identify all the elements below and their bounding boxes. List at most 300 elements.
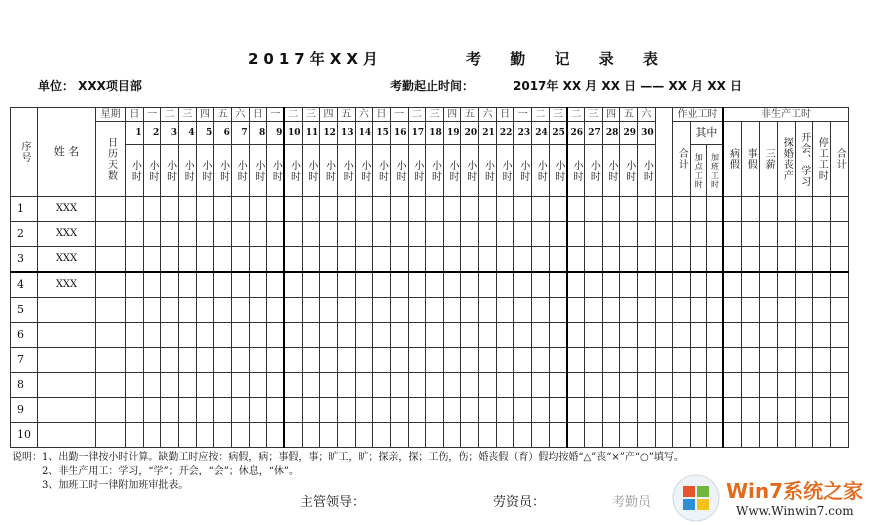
watermark-url: Www.Winwin7.com	[736, 504, 854, 518]
note-2: 2、非生产用工：学习，“学”；开会，“会”；休息，“休”。	[42, 466, 300, 477]
hour-entry-cell	[408, 323, 426, 348]
hour-entry-cell	[196, 247, 214, 273]
hour-entry-cell	[196, 373, 214, 398]
hour-entry-cell	[461, 373, 479, 398]
summary-cell	[795, 423, 812, 448]
hour-entry-cell	[178, 423, 196, 448]
hour-unit-cell	[514, 145, 532, 197]
hour-entry-cell	[337, 197, 355, 222]
hour-entry-cell	[161, 222, 179, 247]
hour-entry-cell	[426, 398, 444, 423]
hour-entry-cell	[143, 247, 161, 273]
hour-entry-cell	[549, 222, 567, 247]
hour-entry-cell	[355, 348, 373, 373]
hour-entry-cell	[514, 398, 532, 423]
hour-entry-cell	[426, 323, 444, 348]
day-number-cell: 3	[161, 122, 179, 145]
hour-unit-cell	[302, 145, 320, 197]
summary-cell	[672, 272, 690, 298]
hour-unit-cell-text: 小时	[606, 159, 618, 182]
day-number-cell: 15	[373, 122, 391, 145]
weekday-cell: 六	[479, 108, 497, 122]
hour-entry-cell	[214, 423, 232, 448]
hour-unit-cell-text: 小时	[482, 159, 494, 182]
hour-entry-cell	[443, 423, 461, 448]
summary-cell	[795, 247, 812, 273]
hour-entry-cell	[337, 323, 355, 348]
hour-entry-cell	[320, 222, 338, 247]
hour-entry-cell	[126, 272, 144, 298]
hour-entry-cell	[532, 423, 550, 448]
row-name	[38, 323, 96, 348]
hour-entry-cell	[567, 423, 585, 448]
summary-cell	[741, 323, 759, 348]
hour-entry-cell	[355, 298, 373, 323]
hour-entry-cell	[355, 323, 373, 348]
hour-entry-cell	[532, 197, 550, 222]
summary-cell	[655, 398, 672, 423]
hour-entry-cell	[620, 373, 638, 398]
hour-entry-cell	[567, 247, 585, 273]
hour-unit-cell-text: 小时	[500, 159, 512, 182]
hour-entry-cell	[284, 423, 302, 448]
table-row	[11, 247, 849, 273]
summary-cell	[812, 348, 830, 373]
hour-entry-cell	[267, 398, 285, 423]
hour-entry-cell	[267, 348, 285, 373]
hour-entry-cell	[532, 298, 550, 323]
hour-entry-cell	[214, 247, 232, 273]
work-hours-header: 作业工时	[672, 108, 723, 122]
hour-entry-cell	[426, 197, 444, 222]
hour-entry-cell	[284, 398, 302, 423]
day-number-cell: 24	[532, 122, 550, 145]
day-number-cell: 18	[426, 122, 444, 145]
hour-entry-cell	[408, 272, 426, 298]
hour-entry-cell	[602, 423, 620, 448]
summary-cell	[759, 348, 777, 373]
hour-unit-cell	[567, 145, 585, 197]
attendance-table	[10, 107, 849, 448]
summary-cell	[690, 272, 706, 298]
row-seq: 7	[11, 348, 38, 373]
hour-entry-cell	[231, 423, 249, 448]
title-month: 2017年XX月	[248, 50, 383, 68]
day-number-cell: 25	[549, 122, 567, 145]
hour-entry-cell	[214, 197, 232, 222]
hour-unit-cell-text: 小时	[464, 159, 476, 182]
summary-cell	[690, 398, 706, 423]
hour-unit-cell-text: 小时	[199, 159, 211, 182]
row-seq: 8	[11, 373, 38, 398]
hour-entry-cell	[196, 272, 214, 298]
summary-cell	[777, 298, 795, 323]
hour-entry-cell	[426, 298, 444, 323]
summary-cell	[672, 423, 690, 448]
hour-entry-cell	[320, 348, 338, 373]
hour-entry-cell	[302, 323, 320, 348]
hour-entry-cell	[532, 398, 550, 423]
day-number-cell: 30	[638, 122, 656, 145]
hour-entry-cell	[549, 298, 567, 323]
day-number-cell: 21	[479, 122, 497, 145]
hour-entry-cell	[302, 222, 320, 247]
hour-entry-cell	[231, 298, 249, 323]
hour-entry-cell	[567, 348, 585, 373]
hour-unit-cell	[355, 145, 373, 197]
hour-entry-cell	[355, 373, 373, 398]
hour-unit-cell	[408, 145, 426, 197]
day-number-cell: 14	[355, 122, 373, 145]
hour-entry-cell	[249, 348, 267, 373]
hour-entry-cell	[178, 247, 196, 273]
hour-entry-cell	[461, 348, 479, 373]
hour-entry-cell	[620, 298, 638, 323]
summary-cell	[777, 247, 795, 273]
hour-entry-cell	[267, 323, 285, 348]
hour-entry-cell	[178, 197, 196, 222]
hour-unit-cell	[390, 145, 408, 197]
weekday-cell: 二	[408, 108, 426, 122]
summary-cell	[812, 373, 830, 398]
hour-entry-cell	[638, 298, 656, 323]
table-row	[11, 373, 849, 398]
hour-entry-cell	[443, 298, 461, 323]
header-row-weekday	[11, 108, 849, 122]
hour-entry-cell	[496, 373, 514, 398]
hour-entry-cell	[196, 348, 214, 373]
row-name	[38, 398, 96, 423]
hour-entry-cell	[443, 222, 461, 247]
hour-entry-cell	[567, 373, 585, 398]
hour-entry-cell	[231, 348, 249, 373]
hour-entry-cell	[443, 272, 461, 298]
hour-entry-cell	[249, 323, 267, 348]
personal-header-text: 事假	[745, 148, 757, 170]
hour-entry-cell	[461, 272, 479, 298]
summary-cell	[795, 298, 812, 323]
weekday-cell: 日	[249, 108, 267, 122]
hour-entry-cell	[267, 298, 285, 323]
hour-entry-cell	[126, 323, 144, 348]
hour-entry-cell	[620, 348, 638, 373]
summary-cell	[723, 222, 741, 247]
weekday-cell: 日	[126, 108, 144, 122]
hour-unit-cell-text: 小时	[411, 159, 423, 182]
hour-entry-cell	[196, 423, 214, 448]
hour-entry-cell	[302, 398, 320, 423]
summary-cell	[672, 222, 690, 247]
hour-entry-cell	[337, 298, 355, 323]
summary-cell	[723, 298, 741, 323]
hour-entry-cell	[390, 222, 408, 247]
hour-entry-cell	[496, 222, 514, 247]
summary-cell	[795, 197, 812, 222]
hour-unit-cell	[126, 145, 144, 197]
hour-entry-cell	[426, 373, 444, 398]
hour-entry-cell	[178, 373, 196, 398]
hour-entry-cell	[249, 247, 267, 273]
hour-unit-cell	[443, 145, 461, 197]
hour-entry-cell	[337, 222, 355, 247]
calendar-days-cell	[96, 373, 126, 398]
hour-unit-cell-text: 小时	[341, 159, 353, 182]
hour-entry-cell	[355, 222, 373, 247]
summary-cell	[795, 222, 812, 247]
hour-entry-cell	[214, 272, 232, 298]
hour-unit-cell	[143, 145, 161, 197]
hour-entry-cell	[373, 197, 391, 222]
hour-entry-cell	[602, 197, 620, 222]
summary-cell	[741, 298, 759, 323]
hour-entry-cell	[390, 398, 408, 423]
hour-unit-cell	[549, 145, 567, 197]
summary-cell	[690, 323, 706, 348]
summary-cell	[706, 247, 723, 273]
hour-entry-cell	[602, 348, 620, 373]
hour-entry-cell	[267, 222, 285, 247]
hour-entry-cell	[231, 197, 249, 222]
hour-entry-cell	[390, 247, 408, 273]
hour-entry-cell	[585, 398, 603, 423]
hour-entry-cell	[638, 348, 656, 373]
summary-cell	[830, 272, 848, 298]
hour-entry-cell	[373, 247, 391, 273]
weekday-cell: 四	[320, 108, 338, 122]
row-name: XXX	[38, 197, 96, 222]
hour-entry-cell	[549, 373, 567, 398]
row-seq: 5	[11, 298, 38, 323]
summary-cell	[706, 398, 723, 423]
summary-cell	[759, 298, 777, 323]
hour-entry-cell	[196, 222, 214, 247]
hour-entry-cell	[320, 323, 338, 348]
hour-entry-cell	[443, 373, 461, 398]
hour-entry-cell	[284, 247, 302, 273]
hour-entry-cell	[390, 197, 408, 222]
hour-entry-cell	[585, 373, 603, 398]
hour-entry-cell	[267, 247, 285, 273]
hour-unit-cell	[373, 145, 391, 197]
hour-entry-cell	[178, 398, 196, 423]
hour-entry-cell	[302, 197, 320, 222]
row-name: XXX	[38, 247, 96, 273]
watermark-logo	[670, 473, 869, 523]
hour-unit-cell	[602, 145, 620, 197]
hour-entry-cell	[320, 373, 338, 398]
summary-cell	[706, 298, 723, 323]
weekday-cell: 六	[355, 108, 373, 122]
nonprod-total-header	[830, 122, 848, 197]
hour-unit-cell	[532, 145, 550, 197]
hour-entry-cell	[249, 222, 267, 247]
summary-cell	[672, 398, 690, 423]
hour-entry-cell	[231, 247, 249, 273]
summary-cell	[706, 272, 723, 298]
hour-entry-cell	[337, 373, 355, 398]
hour-unit-cell-text: 小时	[535, 159, 547, 182]
hour-entry-cell	[161, 298, 179, 323]
weekday-cell: 日	[496, 108, 514, 122]
summary-cell	[706, 222, 723, 247]
hour-unit-cell-text: 小时	[305, 159, 317, 182]
overtime-shift-header-text: 加班工时	[710, 152, 720, 189]
hour-entry-cell	[196, 197, 214, 222]
weekday-cell: 二	[567, 108, 585, 122]
hour-entry-cell	[514, 323, 532, 348]
hour-unit-cell-text: 小时	[517, 159, 529, 182]
calendar-days-header-text: 日历天数	[105, 137, 117, 181]
weekday-cell: 一	[514, 108, 532, 122]
hour-entry-cell	[496, 247, 514, 273]
period-value: 2017年 XX 月 XX 日 —— XX 月 XX 日	[513, 79, 743, 93]
hour-entry-cell	[602, 323, 620, 348]
summary-cell	[812, 423, 830, 448]
hour-entry-cell	[585, 247, 603, 273]
hour-entry-cell	[337, 272, 355, 298]
hour-entry-cell	[585, 348, 603, 373]
summary-cell	[655, 298, 672, 323]
table-row	[11, 222, 849, 247]
hour-unit-cell	[284, 145, 302, 197]
summary-cell	[759, 272, 777, 298]
hour-entry-cell	[161, 197, 179, 222]
hour-entry-cell	[496, 398, 514, 423]
hour-entry-cell	[585, 323, 603, 348]
hour-entry-cell	[373, 222, 391, 247]
hour-entry-cell	[143, 423, 161, 448]
hour-entry-cell	[638, 272, 656, 298]
summary-cell	[690, 423, 706, 448]
nonprod-total-header-text: 合计	[834, 148, 846, 170]
hour-entry-cell	[196, 323, 214, 348]
hour-unit-cell-text: 小时	[235, 159, 247, 182]
day-number-cell: 2	[143, 122, 161, 145]
windows-logo-icon	[670, 473, 722, 523]
hour-entry-cell	[284, 197, 302, 222]
hour-entry-cell	[373, 323, 391, 348]
hour-entry-cell	[161, 398, 179, 423]
hour-entry-cell	[284, 222, 302, 247]
summary-cell	[706, 423, 723, 448]
hour-entry-cell	[585, 298, 603, 323]
hour-entry-cell	[284, 348, 302, 373]
calendar-days-cell	[96, 423, 126, 448]
summary-cell	[690, 197, 706, 222]
hour-unit-cell	[178, 145, 196, 197]
day-number-cell: 9	[267, 122, 285, 145]
hour-entry-cell	[231, 222, 249, 247]
header-row-unit	[11, 145, 849, 197]
summary-cell	[655, 373, 672, 398]
hour-entry-cell	[620, 247, 638, 273]
hour-entry-cell	[532, 247, 550, 273]
hour-entry-cell	[479, 348, 497, 373]
family-leave-header	[777, 122, 795, 197]
summary-cell	[741, 222, 759, 247]
hour-entry-cell	[443, 348, 461, 373]
row-seq: 4	[11, 272, 38, 298]
hour-entry-cell	[638, 398, 656, 423]
summary-cell	[777, 222, 795, 247]
note-3: 3、加班工时一律附加班审批表。	[42, 480, 189, 491]
hour-entry-cell	[249, 197, 267, 222]
hour-unit-cell	[461, 145, 479, 197]
hour-entry-cell	[638, 197, 656, 222]
weekday-cell: 三	[302, 108, 320, 122]
hour-entry-cell	[514, 222, 532, 247]
row-name	[38, 348, 96, 373]
table-row	[11, 272, 849, 298]
hour-entry-cell	[161, 423, 179, 448]
hour-entry-cell	[408, 197, 426, 222]
hour-entry-cell	[408, 373, 426, 398]
hour-entry-cell	[514, 197, 532, 222]
weekday-cell: 一	[143, 108, 161, 122]
weekday-cell: 二	[284, 108, 302, 122]
hour-entry-cell	[284, 298, 302, 323]
hour-entry-cell	[355, 197, 373, 222]
hour-entry-cell	[284, 373, 302, 398]
weekday-cell: 三	[426, 108, 444, 122]
hour-entry-cell	[390, 373, 408, 398]
hour-entry-cell	[479, 222, 497, 247]
summary-cell	[706, 373, 723, 398]
summary-cell	[672, 348, 690, 373]
summary-cell	[741, 373, 759, 398]
summary-cell	[706, 197, 723, 222]
work-total-header-text: 合计	[676, 148, 688, 170]
hour-entry-cell	[549, 398, 567, 423]
calendar-days-cell	[96, 197, 126, 222]
summary-cell	[672, 197, 690, 222]
name-header: 姓 名	[38, 108, 96, 197]
day-number-cell: 1	[126, 122, 144, 145]
hour-entry-cell	[567, 222, 585, 247]
hour-entry-cell	[479, 398, 497, 423]
day-number-cell: 8	[249, 122, 267, 145]
day-number-cell: 11	[302, 122, 320, 145]
calendar-days-cell	[96, 272, 126, 298]
calendar-days-cell	[96, 323, 126, 348]
hour-entry-cell	[302, 373, 320, 398]
hour-entry-cell	[373, 398, 391, 423]
hour-entry-cell	[567, 298, 585, 323]
hour-entry-cell	[231, 323, 249, 348]
hour-entry-cell	[408, 348, 426, 373]
weekday-cell: 一	[390, 108, 408, 122]
hour-unit-cell	[426, 145, 444, 197]
summary-cell	[655, 222, 672, 247]
hour-entry-cell	[426, 247, 444, 273]
hour-entry-cell	[284, 272, 302, 298]
summary-cell	[795, 373, 812, 398]
summary-cell	[812, 197, 830, 222]
day-number-cell: 4	[178, 122, 196, 145]
summary-cell	[723, 247, 741, 273]
summary-cell	[812, 247, 830, 273]
day-number-cell: 5	[196, 122, 214, 145]
hour-unit-cell-text: 小时	[217, 159, 229, 182]
summary-cell	[777, 197, 795, 222]
calendar-days-cell	[96, 222, 126, 247]
notes	[12, 451, 684, 493]
calendar-days-cell	[96, 298, 126, 323]
hour-entry-cell	[479, 298, 497, 323]
hour-entry-cell	[620, 398, 638, 423]
day-number-cell: 29	[620, 122, 638, 145]
summary-cell	[741, 348, 759, 373]
